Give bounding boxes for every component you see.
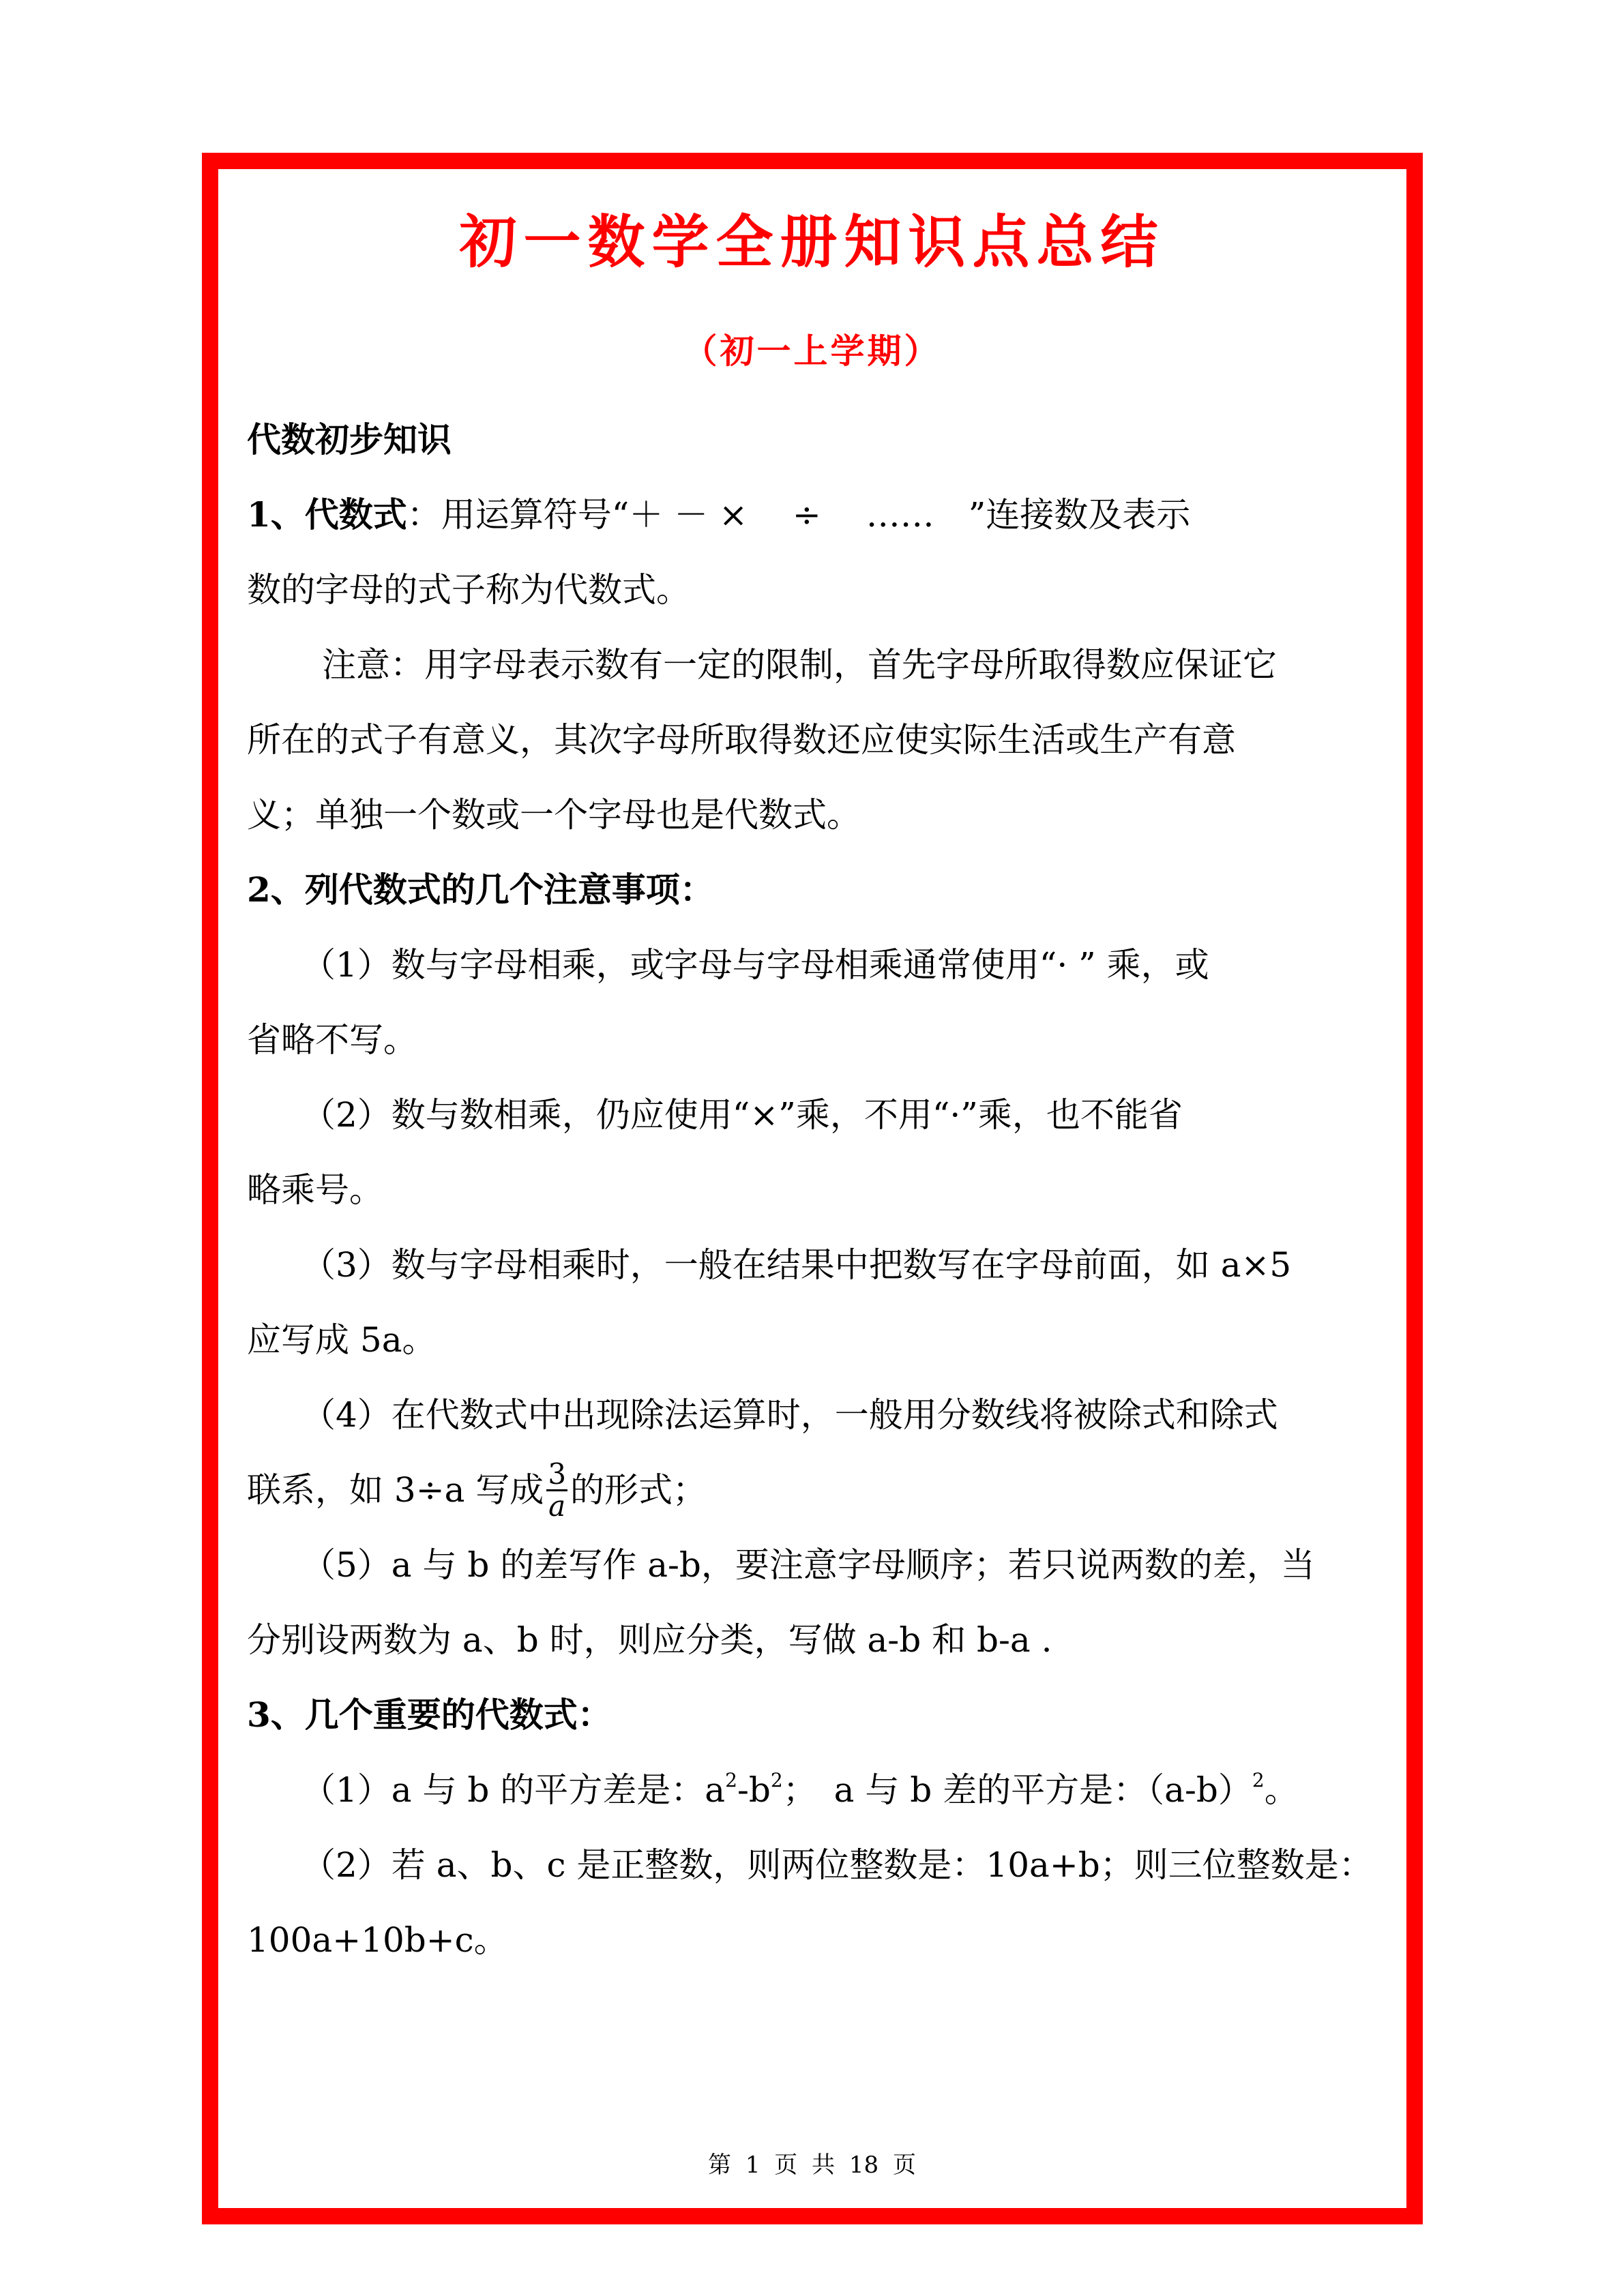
fraction-denominator: a — [548, 1489, 566, 1523]
section-2-heading: 2、列代数式的几个注意事项： — [247, 869, 714, 910]
section-1-line-2: 数的字母的式子称为代数式。 — [247, 570, 690, 610]
s2-item-1-line-1: （1）数与字母相乘，或字母与字母相乘通常使用“· ” 乘，或 — [301, 945, 1209, 985]
note-line-2: 所在的式子有意义，其次字母所取得数还应使实际生活或生产有意 — [247, 720, 1236, 760]
s3-item-2-line-1: （2）若 a、b、c 是正整数，则两位整数是：10a+b；则三位整数是： — [301, 1845, 1373, 1885]
s2-item-3-line-2: 应写成 5a。 — [247, 1320, 437, 1360]
s2-item-4-line-1: （4）在代数式中出现除法运算时，一般用分数线将被除式和除式 — [301, 1395, 1278, 1435]
superscript-2: 2 — [770, 1769, 783, 1791]
s3-item-1-suffix: 。 — [1264, 1770, 1299, 1810]
s2-item-5-line-2: 分别设两数为 a、b 时，则应分类，写做 a-b 和 b-a . — [247, 1620, 1052, 1660]
superscript-2: 2 — [725, 1769, 737, 1791]
section-1-line-1 — [247, 477, 1393, 552]
document-subtitle: （初一上学期） — [683, 331, 941, 371]
s3-item-1-mid2: ； a 与 b 差的平方是：（a-b） — [782, 1770, 1252, 1810]
fraction-3-over-a — [546, 1459, 567, 1521]
chapter-heading: 代数初步知识 — [247, 419, 452, 460]
s2-item-5-line-1: （5）a 与 b 的差写作 a-b，要注意字母顺序；若只说两数的差，当 — [301, 1545, 1315, 1585]
note-line-1: 注意：用字母表示数有一定的限制，首先字母所取得数应保证它 — [322, 645, 1277, 685]
page-number-footer: 第 1 页 共 18 页 — [708, 2151, 916, 2179]
s2-item-4-text-after: 的形式； — [570, 1470, 707, 1510]
superscript-2: 2 — [1252, 1769, 1265, 1791]
s2-item-2-line-1: （2）数与数相乘，仍应使用“×”乘，不用“·”乘，也不能省 — [301, 1095, 1183, 1135]
section-3-heading: 3、几个重要的代数式： — [247, 1695, 612, 1735]
section-1-label: 1、代数式 — [247, 494, 407, 535]
fraction-numerator: 3 — [548, 1457, 567, 1491]
s2-item-3-line-1: （3）数与字母相乘时，一般在结果中把数写在字母前面，如 a×5 — [301, 1245, 1292, 1285]
document-title: 初一数学全册知识点总结 — [459, 208, 1165, 275]
section-1-colon: ： — [407, 495, 441, 535]
s2-item-2-line-2: 略乘号。 — [247, 1170, 383, 1210]
section-1-definition: 用运算符号“＋ － × ÷ …… ”连接数及表示 — [441, 495, 1191, 535]
note-line-3: 义；单独一个数或一个字母也是代数式。 — [247, 795, 861, 835]
s2-item-1-line-2: 省略不写。 — [247, 1020, 417, 1060]
s3-item-1-mid: -b — [737, 1770, 771, 1810]
s2-item-4-line-2 — [247, 1452, 1393, 1527]
s3-item-1 — [247, 1753, 1393, 1828]
document-body — [247, 402, 1393, 1978]
s3-item-1-prefix: （1）a 与 b 的平方差是：a — [301, 1770, 726, 1810]
s3-item-2-line-2: 100a+10b+c。 — [247, 1920, 508, 1960]
s2-item-4-text-before: 联系，如 3÷a 写成 — [247, 1470, 544, 1510]
